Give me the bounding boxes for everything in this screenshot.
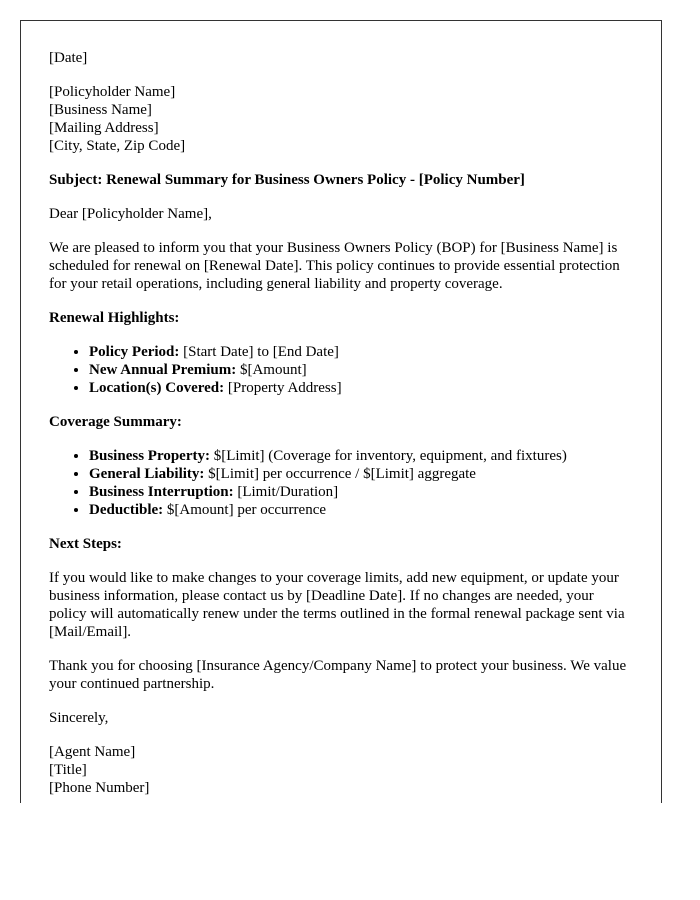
item-value: $[Limit] per occurrence / $[Limit] aggregate <box>204 466 476 482</box>
item-value: $[Amount] <box>236 362 307 378</box>
list-item <box>89 501 633 519</box>
list-item <box>89 379 633 397</box>
item-label: Policy Period: <box>89 344 180 360</box>
next-steps-paragraph: If you would like to make changes to your coverage limits, add new equipment, or update your business information, please contact us by [Deadline Date]. If no changes are needed, your policy will automatically renew under the terms outlined in the formal renewal package sent via [Mail/Email]. <box>49 570 625 640</box>
item-label: Business Property: <box>89 448 210 464</box>
coverage-list <box>49 447 633 519</box>
list-item <box>89 483 633 501</box>
agent-name: [Agent Name] <box>49 744 136 760</box>
agent-phone: [Phone Number] <box>49 780 150 796</box>
highlights-list <box>49 343 633 397</box>
item-label: Deductible: <box>89 502 164 518</box>
list-item <box>89 447 633 465</box>
item-value: [Property Address] <box>224 380 342 396</box>
signature-block <box>49 743 633 797</box>
item-value: [Start Date] to [End Date] <box>179 344 339 360</box>
thanks-paragraph: Thank you for choosing [Insurance Agency/Company Name] to protect your business. We value your continued partnership. <box>49 658 627 692</box>
list-item <box>89 361 633 379</box>
agent-title: [Title] <box>49 762 87 778</box>
item-value: $[Limit] (Coverage for inventory, equipment, and fixtures) <box>209 448 567 464</box>
item-label: New Annual Premium: <box>89 362 237 378</box>
subject-line: Subject: Renewal Summary for Business Owners Policy - [Policy Number] <box>49 172 525 188</box>
letter-page <box>20 20 662 803</box>
date: [Date] <box>49 50 88 66</box>
next-steps-heading: Next Steps: <box>49 536 122 552</box>
list-item <box>89 343 633 361</box>
recipient-address <box>49 83 633 155</box>
recipient-city-state-zip: [City, State, Zip Code] <box>49 138 186 154</box>
item-value: [Limit/Duration] <box>233 484 339 500</box>
recipient-name: [Policyholder Name] <box>49 84 176 100</box>
closing: Sincerely, <box>49 710 109 726</box>
list-item <box>89 465 633 483</box>
item-label: Business Interruption: <box>89 484 234 500</box>
recipient-mailing-address: [Mailing Address] <box>49 120 159 136</box>
item-value: $[Amount] per occurrence <box>163 502 327 518</box>
highlights-heading: Renewal Highlights: <box>49 310 180 326</box>
item-label: Location(s) Covered: <box>89 380 225 396</box>
recipient-business: [Business Name] <box>49 102 152 118</box>
intro-paragraph: We are pleased to inform you that your Business Owners Policy (BOP) for [Business Name] is scheduled for renewal on [Renewal Date]. This policy continues to provide essential protection for your retail operations, including general liability and property coverage. <box>49 240 620 292</box>
salutation: Dear [Policyholder Name], <box>49 206 212 222</box>
item-label: General Liability: <box>89 466 205 482</box>
coverage-heading: Coverage Summary: <box>49 414 182 430</box>
